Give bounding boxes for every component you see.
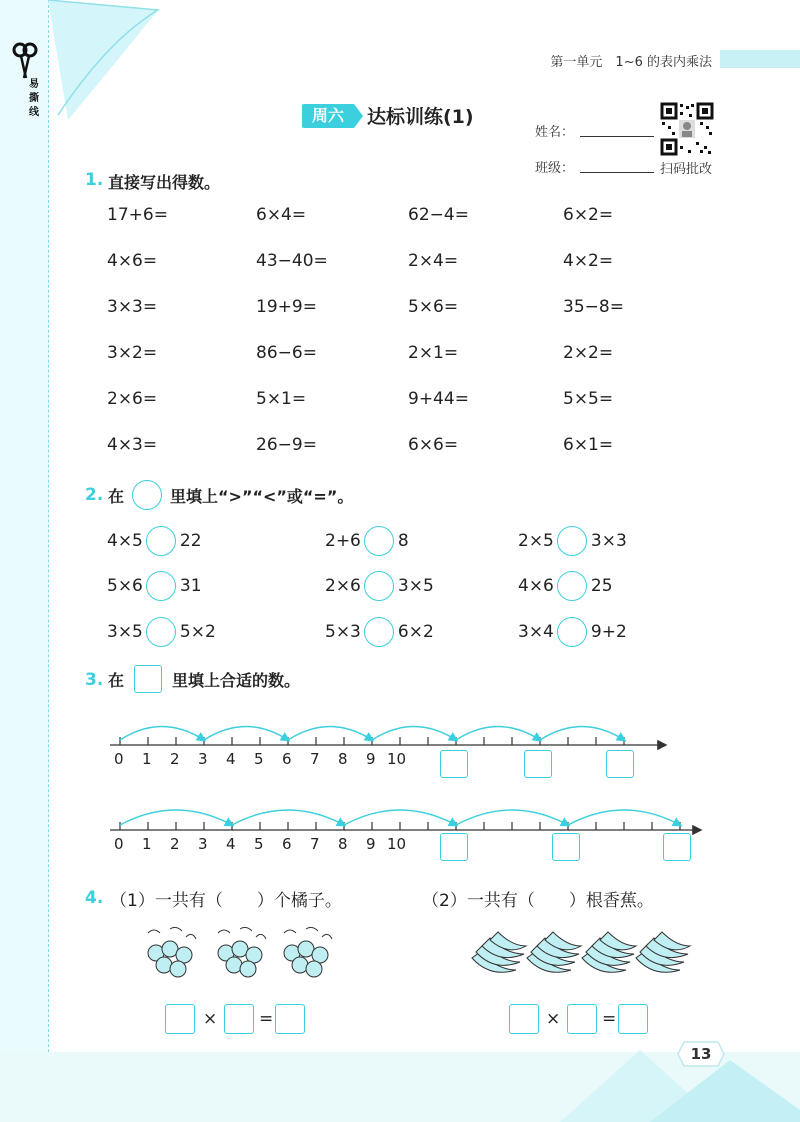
name-field[interactable] <box>580 136 654 137</box>
answer-circle[interactable] <box>146 617 176 647</box>
q2-instruction-suffix: 里填上“>”“<”或“=”。 <box>170 486 354 506</box>
q1-item: 2×2= <box>563 343 614 363</box>
answer-box[interactable] <box>440 750 468 778</box>
q1-item: 2×6= <box>107 389 158 409</box>
day-badge: 周六 <box>302 104 354 128</box>
q4-part1-text: （1）一共有（ ）个橘子。 <box>110 891 342 911</box>
name-label: 姓名： <box>535 125 575 140</box>
q1-item: 4×3= <box>107 435 158 455</box>
tear-line <box>48 0 49 1122</box>
q1-item: 5×6= <box>408 297 459 317</box>
page-title: 达标训练(1) <box>367 106 474 128</box>
left-expression: 4×6 <box>518 576 554 596</box>
number-line-1 <box>100 715 680 755</box>
q2-item <box>518 571 613 601</box>
answer-circle[interactable] <box>557 526 587 556</box>
tick-label: 0 <box>114 750 124 768</box>
header-band <box>720 50 800 68</box>
right-expression: 6×2 <box>397 622 434 642</box>
q3-instruction-suffix: 里填上合适的数。 <box>172 670 301 690</box>
left-expression: 3×5 <box>107 622 143 642</box>
q2-item <box>107 571 202 601</box>
equals-sign: = <box>259 1009 274 1029</box>
times-sign: × <box>546 1009 561 1029</box>
answer-circle[interactable] <box>146 526 176 556</box>
tick-label: 4 <box>226 750 236 768</box>
q3-instruction-prefix: 在 <box>108 670 125 690</box>
q1-item: 2×1= <box>408 343 459 363</box>
q3-instruction <box>108 665 300 693</box>
tick-label: 6 <box>282 835 292 853</box>
ticks <box>120 822 680 830</box>
answer-circle[interactable] <box>364 526 394 556</box>
tick-label: 10 <box>387 835 407 853</box>
q1-item: 6×2= <box>563 205 614 225</box>
orange-group-icon <box>284 927 332 977</box>
qr-code-icon[interactable] <box>660 102 714 156</box>
times-sign: × <box>203 1009 218 1029</box>
answer-box[interactable] <box>440 833 468 861</box>
q1-item: 43−40= <box>256 251 328 271</box>
answer-box[interactable] <box>606 750 634 778</box>
right-expression: 3×3 <box>590 531 627 551</box>
page-number: 13 <box>690 1045 712 1063</box>
equals-sign: = <box>602 1009 617 1029</box>
answer-circle[interactable] <box>557 571 587 601</box>
tick-label: 1 <box>142 835 152 853</box>
tick-label: 7 <box>310 750 320 768</box>
q1-item: 6×4= <box>256 205 307 225</box>
q2-instruction <box>108 480 353 510</box>
q1-item: 86−6= <box>256 343 317 363</box>
tick-label: 2 <box>170 750 180 768</box>
q1-item: 4×2= <box>563 251 614 271</box>
right-expression: 8 <box>397 531 409 551</box>
banana-bunch-icon <box>582 932 636 972</box>
q3-number: 3. <box>85 670 104 690</box>
factor-box[interactable] <box>165 1004 195 1034</box>
tear-line-label: 易撕线 <box>29 79 39 118</box>
answer-circle[interactable] <box>364 617 394 647</box>
right-expression: 25 <box>590 576 613 596</box>
tick-label: 7 <box>310 835 320 853</box>
factor-box[interactable] <box>224 1004 254 1034</box>
product-box[interactable] <box>618 1004 648 1034</box>
tick-label: 9 <box>366 835 376 853</box>
q1-item: 35−8= <box>563 297 624 317</box>
orange-group-images <box>140 925 340 981</box>
q1-item: 3×2= <box>107 343 158 363</box>
tick-label: 3 <box>198 835 208 853</box>
banana-bunch-icon <box>636 932 690 972</box>
answer-circle[interactable] <box>557 617 587 647</box>
left-expression: 2×5 <box>518 531 554 551</box>
tick-label: 1 <box>142 750 152 768</box>
q1-item: 9+44= <box>408 389 469 409</box>
q2-item <box>518 617 627 647</box>
q1-item: 4×6= <box>107 251 158 271</box>
q1-item: 2×4= <box>408 251 459 271</box>
q4-part2-text: （2）一共有（ ）根香蕉。 <box>422 891 654 911</box>
q2-item <box>325 617 434 647</box>
banana-bunch-icon <box>472 932 526 972</box>
right-expression: 3×5 <box>397 576 434 596</box>
left-expression: 5×6 <box>107 576 143 596</box>
tick-label: 8 <box>338 750 348 768</box>
right-expression: 5×2 <box>179 622 216 642</box>
tick-label: 2 <box>170 835 180 853</box>
q4-number: 4. <box>85 888 104 908</box>
q2-item <box>325 526 409 556</box>
banana-bunch-icon <box>527 932 581 972</box>
tick-label: 3 <box>198 750 208 768</box>
left-expression: 5×3 <box>325 622 361 642</box>
q2-number: 2. <box>85 485 104 505</box>
tick-label: 9 <box>366 750 376 768</box>
product-box[interactable] <box>275 1004 305 1034</box>
answer-box[interactable] <box>663 833 691 861</box>
tick-label: 8 <box>338 835 348 853</box>
left-expression: 2×6 <box>325 576 361 596</box>
left-expression: 2+6 <box>325 531 361 551</box>
q1-item: 62−4= <box>408 205 469 225</box>
tick-label: 6 <box>282 750 292 768</box>
q1-item: 19+9= <box>256 297 317 317</box>
sample-square <box>134 665 162 693</box>
scissors-icon <box>0 40 48 80</box>
tear-margin <box>0 0 48 1122</box>
day-badge-arrow <box>354 104 363 128</box>
sample-circle <box>132 480 162 510</box>
right-expression: 9+2 <box>590 622 627 642</box>
banana-bunch-images <box>468 928 693 983</box>
q2-item <box>325 571 434 601</box>
factor-box[interactable] <box>509 1004 539 1034</box>
number-line-2 <box>100 797 710 837</box>
right-expression: 22 <box>179 531 202 551</box>
q2-item <box>107 526 202 556</box>
q2-instruction-prefix: 在 <box>108 486 125 506</box>
orange-group-icon <box>218 927 266 977</box>
class-label: 班级： <box>535 161 575 176</box>
q2-item <box>518 526 627 556</box>
right-expression: 31 <box>179 576 202 596</box>
q1-item: 6×1= <box>563 435 614 455</box>
answer-box[interactable] <box>524 750 552 778</box>
unit-title: 第一单元 1~6 的表内乘法 <box>550 55 712 70</box>
page-fold-decoration <box>48 0 168 130</box>
factor-box[interactable] <box>567 1004 597 1034</box>
tick-label: 10 <box>387 750 407 768</box>
q1-item: 5×1= <box>256 389 307 409</box>
q1-instruction: 直接写出得数。 <box>108 173 221 192</box>
tick-label: 5 <box>254 835 264 853</box>
q1-item: 5×5= <box>563 389 614 409</box>
answer-circle[interactable] <box>364 571 394 601</box>
tick-label: 4 <box>226 835 236 853</box>
ticks <box>120 737 624 745</box>
left-expression: 3×4 <box>518 622 554 642</box>
tick-label: 0 <box>114 835 124 853</box>
q2-item <box>107 617 216 647</box>
class-field[interactable] <box>580 172 654 173</box>
tick-label: 5 <box>254 750 264 768</box>
q1-item: 6×6= <box>408 435 459 455</box>
q1-item: 17+6= <box>107 205 168 225</box>
q1-item: 26−9= <box>256 435 317 455</box>
left-expression: 4×5 <box>107 531 143 551</box>
q1-number: 1. <box>85 170 104 190</box>
scan-to-grade-label: 扫码批改 <box>660 162 713 177</box>
answer-box[interactable] <box>552 833 580 861</box>
orange-group-icon <box>148 927 196 977</box>
answer-circle[interactable] <box>146 571 176 601</box>
q1-item: 3×3= <box>107 297 158 317</box>
